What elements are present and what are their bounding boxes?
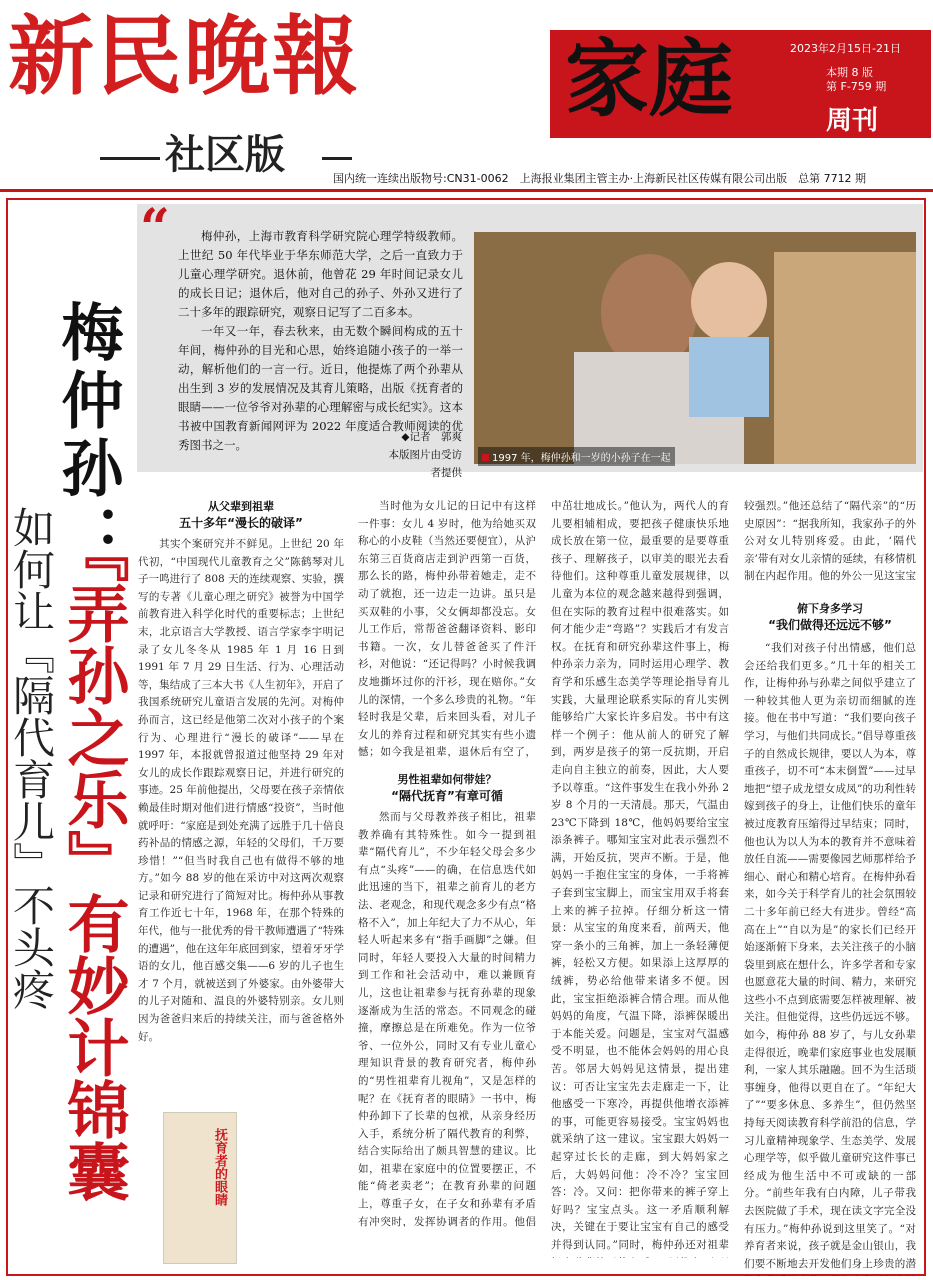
divider bbox=[100, 157, 160, 160]
heading-line: 五十多年“漫长的破译” bbox=[179, 516, 303, 530]
headline-name: 梅仲孙： bbox=[51, 300, 124, 572]
photo-credit: 本版图片由受访者提供 bbox=[388, 449, 462, 479]
heading-line: 俯下身多学习 bbox=[797, 602, 863, 615]
photo-illustration bbox=[474, 232, 916, 464]
heading-line: “隔代抚育”有章可循 bbox=[391, 789, 503, 803]
newspaper-title: 新民晚報 bbox=[8, 7, 360, 107]
book-title: 抚育者的眼睛 bbox=[212, 1128, 227, 1206]
edition-label: 社区版 bbox=[165, 132, 285, 178]
caption-text: 1997 年，梅仲孙和一岁的小孙子在一起 bbox=[492, 453, 671, 464]
article-photo bbox=[474, 232, 916, 464]
weekly-label: 周刊 bbox=[826, 106, 879, 136]
column-text bbox=[744, 498, 916, 588]
paragraph: 其实个案研究并不鲜见。上世纪 20 年代初，“中国现代儿童教育之父”陈鹤琴对儿子一鸣进行了 808 天的连续观察、实验，撰写的专著《儿童心理之研究》被誉为中国学前教育进入科学化时代的重要标志；上世纪末，北京语言大学教授、语言学家李宇明记录了女儿冬冬从 1985 年 1 月 16 日到 1991 年 7 月 29 日生活、行为、心理活动等，集结成了三本大书《人生初年》，开启了我国系统研究儿童语言发展的先河。对梅仲孙而言，这已经是他第二次对小孩子的个案行为、心理进行“漫长的破译”——早在 1997 年，本报就曾报道过他坚持 29 年对女儿的成长作跟踪观察日记，并进行研究的事迹。25 年前他提出，父母要在孩子亲情依赖最佳时期对他们进行情感“投资”，当时他就呼吁：“家庭是到处充满了远胜于几十倍良药补品的情感之源，年轻的父母们，千万要珍惜！”“但当时我自己也有做得不够的地方。”如今 88 岁的他在采访中对这两次观察记录和研究进行了简短对比。梅仲孙从事教育工作近七十年，1968 年，在那个特殊的年代，他与一批优秀的骨干教师遭遇了“特殊的遭遇”，他在这年年底回到家，望着牙牙学语的女儿，他百感交集——6 岁的儿子也生才 7 个月，就被送到了外婆家。由外婆带大的儿子对随和、温良的外婆特别亲。女儿则因为爸爸归来后的持续关注，而与爸爸格外好。 bbox=[138, 538, 344, 1043]
heading-line: “我们做得还远远不够” bbox=[768, 618, 892, 632]
section-heading bbox=[138, 498, 344, 532]
column-1 bbox=[138, 498, 344, 1104]
publication-info: 国内统一连续出版物号:CN31-0062 上海报业集团主管主办·上海新民社区传媒有限公司出版 总第 7712 期 bbox=[333, 172, 867, 185]
reporter: ◆记者 郭爽 bbox=[401, 431, 462, 443]
masthead-rule bbox=[0, 189, 933, 192]
column-3 bbox=[551, 498, 729, 1258]
intro-text bbox=[178, 227, 463, 455]
paragraph: 中茁壮地成长。”他认为，两代人的育儿要相辅相成，要把孩子健康快乐地成长放在第一位，最重要的是要尊重孩子、理解孩子，以审美的眼光去看待他们。这种尊重儿童发展规律，以儿童为本位的观念越来越得到强调，但在实际的教育过程中很难落实。如何才能少走“弯路”？实践后才有发言权。在抚育和研究孙辈这件事上，梅仲孙亲力亲为，同时运用心理学、教育学和乐感生态美学等理论指导育儿实践，大量理论联系实际的育儿实例能够给广大家长许多启发。书中有这样一个例子：他从前人的研究了解到，两岁是孩子的第一反抗期，开启走向自主独立的前奏，因此，大人要予以尊重。“这件事发生在我小外孙 2 岁 8 个月的一天清晨。那天，气温由 23℃下降到 18℃，他妈妈要给宝宝添条裤子。哪知宝宝对此表示强烈不满，开始反抗，哭声不断。于是，他妈妈一手抱住宝宝的身体，一手将裤子套到宝宝脚上，而宝宝用双手将套上来的裤子拉掉。仔细分析这一情景：从宝宝的角度来看，前两天，他穿一条小的三角裤，加上一条轻薄便裤，轻松又方便。如果添上这厚厚的绒裤，势必给他带来诸多不便。因此，宝宝拒绝添裤合情合理。而从他妈妈的角度，气温下降，添裤保暖出于本能关爱。问题是，宝宝对气温感受不明显，也不能体会妈妈的用心良苦。邻居大妈妈见这情景，提出建议：可否让宝宝先去走廊走一下，让他感受一下寒冷，再提供他增衣添裤的事，可能更容易接受。宝宝妈妈也就采纳了这一建议。宝宝跟大妈妈一起穿过长长的走廊，到大妈妈家之后，大妈妈问他：冷不冷？宝宝回答：冷。又问：把你带来的裤子穿上好吗？宝宝点头。这一矛盾顺利解决，关键在于要让宝宝有自己的感受并得到认同。”同时，梅仲孙还对祖辈 bbox=[551, 500, 729, 1251]
heading-line: 男性祖辈如何带娃？ bbox=[397, 773, 497, 786]
section-title: 家庭 bbox=[565, 29, 734, 128]
heading-line: 从父辈到祖辈 bbox=[208, 500, 274, 513]
column-text bbox=[358, 809, 536, 1227]
issue-line: 第 F-759 期 bbox=[826, 80, 887, 93]
divider bbox=[322, 157, 352, 160]
issue-line: 本期 8 版 bbox=[826, 66, 873, 79]
headline-main: 『弄孙之乐』有妙计锦囊 bbox=[57, 520, 130, 1202]
intro-paragraph: 梅仲孙，上海市教育科学研究院心理学特级教师。上世纪 50 年代毕业于华东师范大学，之后一直致力于儿童心理学研究。退休前，他曾花 29 年时间记录女儿的成长日记；退休后，他对自己的孙子、外孙又进行了二十多年的跟踪研究，观察日记写了二百多本。 bbox=[178, 229, 463, 319]
column-4 bbox=[744, 498, 916, 1276]
paragraph: 然而与父母教养孩子相比，祖辈教养确有其特殊性。如今一提到祖辈“隔代育儿”，不少年轻父母会多少有点“头疼”——的确，在信息迭代如此迅速的当下，祖辈之前育儿的老方法、老观念，和现代观念多少有点“格格不入”，加上年纪大了力不从心，年轻人听起来多有“指手画脚”之嫌。但同时，年轻人要投入大量的时间精力到工作和社会活动中，难以兼顾育儿，这也让祖辈参与抚育孙辈的现象逐渐成为生活的常态。不同观念的碰撞，摩擦总是在所难免。作为一位爷爷、一位外公，同时又有专业儿童心理知识背景的教育研究者，梅仲孙的“男性祖辈育儿视角”，又是怎样的呢？在《抚育者的眼睛》一书中，梅仲孙卸下了长辈的包袱，从亲身经历入手，系统分析了隔代教育的利弊，结合实际给出了颇具智慧的建议。比如，祖辈在家庭中的位置要摆正，不能“倚老卖老”；在教育孙辈的问题上，尊重子女，在子女和孙辈有矛盾有冲突时，发挥协调者的作用。他倡 bbox=[358, 811, 536, 1227]
headline-subtitle: 如何让『隔代育儿』不头疼 bbox=[7, 506, 56, 1010]
paragraph: 当时他为女儿记的日记中有这样一件事：女儿 4 岁时，他为给她买双称心的小皮鞋（当然还要便宜），从沪东第三百货商店走到沪西第一百货，那么长的路，梅仲孙带着她走，走不动了就抱，还一边走一边讲。虽只是买双鞋的小事，父女俩却都没忘。女儿工作后，常帮爸爸翻译资料、影印书籍。一次，女儿替爸爸买了件汗衫，对他说：“还记得吗？小时候我调皮地撕坏过你的汗衫，现在赔你。”女儿的深情，一个多么珍贵的礼物。“年轻时我是父辈，后来回头看，对儿子女儿的养育过程和研究其实有些小遗憾；如今我是祖辈，退休后有空了， bbox=[358, 500, 536, 759]
paragraph: “我们对孩子付出情感，他们总会还给我们更多。”几十年的相关工作，让梅仲孙与孙辈之间似乎建立了一种较其他人更为亲切而细腻的连接。他在书中写道：“我们要向孩子学习，与他们共同成长。”倡导尊重孩子的自然成长规律，要以人为本，尊重孩子，切不可“本末倒置”——过早地把“望子成龙望女成凤”的功利性转嫁到孩子的身上，让他们快乐的童年被过度教育压缩得过早结束；同时，他也认为以人为本的教育并不意味着放任自流——需要像园艺师那样给予细心、耐心和精心培育。在梅仲孙看来，如今关于科学育儿的社会氛围较二十多年前已经大有进步。曾经“高高在上”“自以为是”的家长们已经开始逐渐俯下身来，去关注孩子的小脑袋里到底在想什么，许多学者和专家也愿意花大量的时间、精力，来研究这些小不点到底需要怎样被理解、被关注。但他觉得，这些仍远远不够。如今，梅仲孙 88 岁了，与儿女孙辈走得很近，晚辈们家庭事业也发展顺利，一家人其乐融融。回不为生活琐事缠身，他得以更自在了。“年纪大了”“要多休息、多养生”，但仍然坚持每天阅读教育科学前沿的信息，学习儿童精神现象学、生态美学、发展心理学等，似乎做儿童研究这件事已经成为他生活中不可或缺的一部分。“前些年我有白内障，儿子带我去医院做了手术，现在读文字完全没有压力。”梅仲孙说到这里笑了。“对养育者来说，孩子就是金山银山，我们要不断地去开发他们身上珍贵的潜 bbox=[744, 642, 916, 1270]
column-text bbox=[551, 498, 729, 1258]
column-text bbox=[358, 498, 536, 763]
section-heading bbox=[744, 600, 916, 634]
credit-block bbox=[380, 428, 462, 482]
photo-caption bbox=[478, 447, 675, 466]
issue-date: 2023年2月15日-21日 bbox=[790, 42, 901, 55]
quote-mark-icon: “ bbox=[140, 198, 170, 259]
column-2 bbox=[358, 498, 536, 1227]
column-text bbox=[138, 536, 344, 1104]
issue-number bbox=[826, 66, 886, 94]
column-text bbox=[744, 640, 916, 1276]
section-heading bbox=[358, 771, 536, 805]
intro-paragraph: 一年又一年，春去秋来，由无数个瞬间构成的五十年间，梅仲孙的目光和心思，始终追随小孩子的一举一动，解析他们的一言一行。近日，他提炼了两个孙辈从出生到 3 岁的发展情况及其育儿策略，出版《抚育者的眼睛——一位爷爷对孙辈的心理解密与成长纪实》。这本书被中国教育新闻网评为 2022 年度适合教师阅读的优秀图书之一。 bbox=[178, 324, 463, 452]
paragraph: 较强烈。”他还总结了“隔代亲”的“历史原因”：“据我所知，我家孙子的外公对女儿特别疼爱。由此，‘隔代亲’带有对女儿亲情的延续，有移情机制在内起作用。他的外公一见这宝宝 bbox=[744, 500, 916, 583]
